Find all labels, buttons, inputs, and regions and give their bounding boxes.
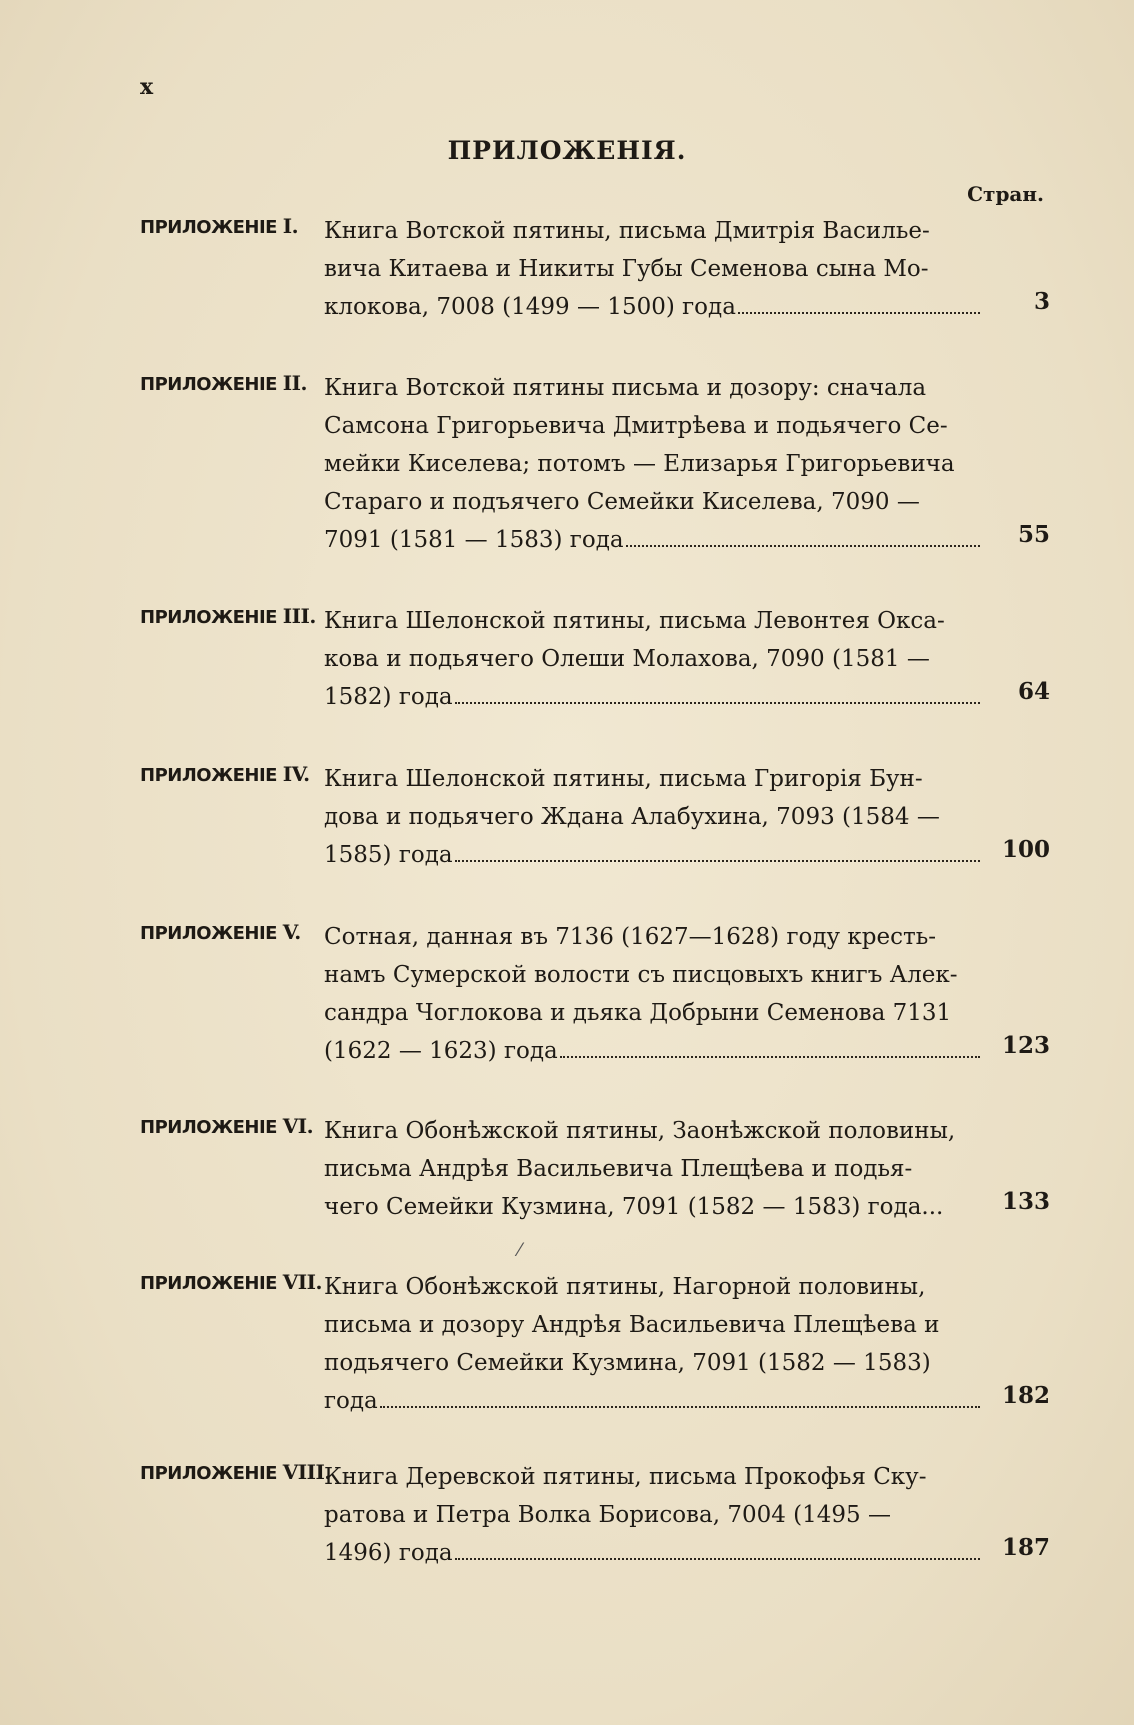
- entry-line: ратова и Петра Волка Борисова, 7004 (1495 —: [324, 1502, 891, 1528]
- entry-label: ПРИЛОЖЕНІЕ I.: [140, 214, 299, 238]
- entry-last-line: клокова, 7008 (1499 — 1500) года: [324, 288, 984, 326]
- entry-label: ПРИЛОЖЕНІЕ V.: [140, 920, 301, 944]
- page-heading: ПРИЛОЖЕНІЯ.: [447, 136, 687, 165]
- entry-line: Самсона Григорьевича Дмитрѣева и подьячего Се-: [324, 413, 948, 439]
- entry-line: Сотная, данная въ 7136 (1627—1628) году кресть-: [324, 924, 936, 950]
- stray-mark: ⁄: [518, 1240, 522, 1261]
- entry-text: [324, 760, 984, 874]
- entry-text: [324, 369, 984, 559]
- entry-last-line: 1585) года: [324, 836, 984, 874]
- page-folio: x: [140, 74, 154, 100]
- entry-page-number: 187: [1001, 1534, 1050, 1561]
- entry-last-line: года: [324, 1382, 984, 1420]
- entry-page-number: 55: [1017, 521, 1050, 548]
- entry-page-number: 64: [1017, 678, 1050, 705]
- entry-text: [324, 918, 984, 1070]
- entry-text: [324, 1458, 984, 1572]
- entry-label: ПРИЛОЖЕНІЕ VIII.: [140, 1460, 331, 1484]
- entry-line: Книга Шелонской пятины, письма Левонтея Окса-: [324, 608, 945, 634]
- entry-page-number: 123: [1001, 1032, 1050, 1059]
- entry-line: Книга Вотской пятины письма и дозору: сначала: [324, 375, 927, 401]
- entry-page-number: 3: [1033, 288, 1050, 315]
- entry-line: Книга Вотской пятины, письма Дмитрія Василье-: [324, 218, 930, 244]
- entry-page-number: 182: [1001, 1382, 1050, 1409]
- leader-dots: [560, 1056, 980, 1058]
- page-column-header: Стран.: [967, 182, 1044, 206]
- entry-line: письма и дозору Андрѣя Васильевича Плещѣева и: [324, 1312, 940, 1338]
- entry-line: намъ Сумерской волости съ писцовыхъ книгъ Алек-: [324, 962, 958, 988]
- entry-last-line: 1496) года: [324, 1534, 984, 1572]
- leader-dots: [455, 860, 980, 862]
- entry-line: кова и подьячего Олеши Молахова, 7090 (1581 —: [324, 646, 930, 672]
- entry-label: ПРИЛОЖЕНІЕ IV.: [140, 762, 310, 786]
- entry-text: [324, 212, 984, 326]
- entry-last-line: 1582) года: [324, 678, 984, 716]
- leader-dots: [380, 1406, 980, 1408]
- entry-line: Книга Шелонской пятины, письма Григорія Бун-: [324, 766, 923, 792]
- leader-dots: [455, 1558, 980, 1560]
- entry-text: [324, 1268, 984, 1420]
- entry-last-line: (1622 — 1623) года: [324, 1032, 984, 1070]
- entry-last-line: чего Семейки Кузмина, 7091 (1582 — 1583) года...: [324, 1194, 944, 1220]
- entry-line: Стараго и подъячего Семейки Киселева, 7090 —: [324, 489, 920, 515]
- entry-page-number: 100: [1001, 836, 1050, 863]
- entry-line: Книга Обонѣжской пятины, Заонѣжской половины,: [324, 1118, 956, 1144]
- leader-dots: [455, 702, 980, 704]
- entry-text: [324, 1112, 984, 1226]
- leader-dots: [738, 312, 980, 314]
- entry-line: сандра Чоглокова и дьяка Добрыни Семенова 7131: [324, 1000, 952, 1026]
- entry-last-line: 7091 (1581 — 1583) года: [324, 521, 984, 559]
- entry-page-number: 133: [1001, 1188, 1050, 1215]
- entry-label: ПРИЛОЖЕНІЕ III.: [140, 604, 316, 628]
- entry-label: ПРИЛОЖЕНІЕ II.: [140, 371, 307, 395]
- entry-line: мейки Киселева; потомъ — Елизарья Григорьевича: [324, 451, 955, 477]
- entry-line: Книга Деревской пятины, письма Прокофья Ску-: [324, 1464, 927, 1490]
- entry-text: [324, 602, 984, 716]
- leader-dots: [626, 545, 980, 547]
- entry-label: ПРИЛОЖЕНІЕ VI.: [140, 1114, 314, 1138]
- entry-line: вича Китаева и Никиты Губы Семенова сына Мо-: [324, 256, 929, 282]
- entry-line: письма Андрѣя Васильевича Плещѣева и подья-: [324, 1156, 913, 1182]
- entry-line: дова и подьячего Ждана Алабухина, 7093 (1584 —: [324, 804, 940, 830]
- entry-line: Книга Обонѣжской пятины, Нагорной половины,: [324, 1274, 926, 1300]
- entry-line: подьячего Семейки Кузмина, 7091 (1582 — 1583): [324, 1350, 931, 1376]
- entry-label: ПРИЛОЖЕНІЕ VII.: [140, 1270, 322, 1294]
